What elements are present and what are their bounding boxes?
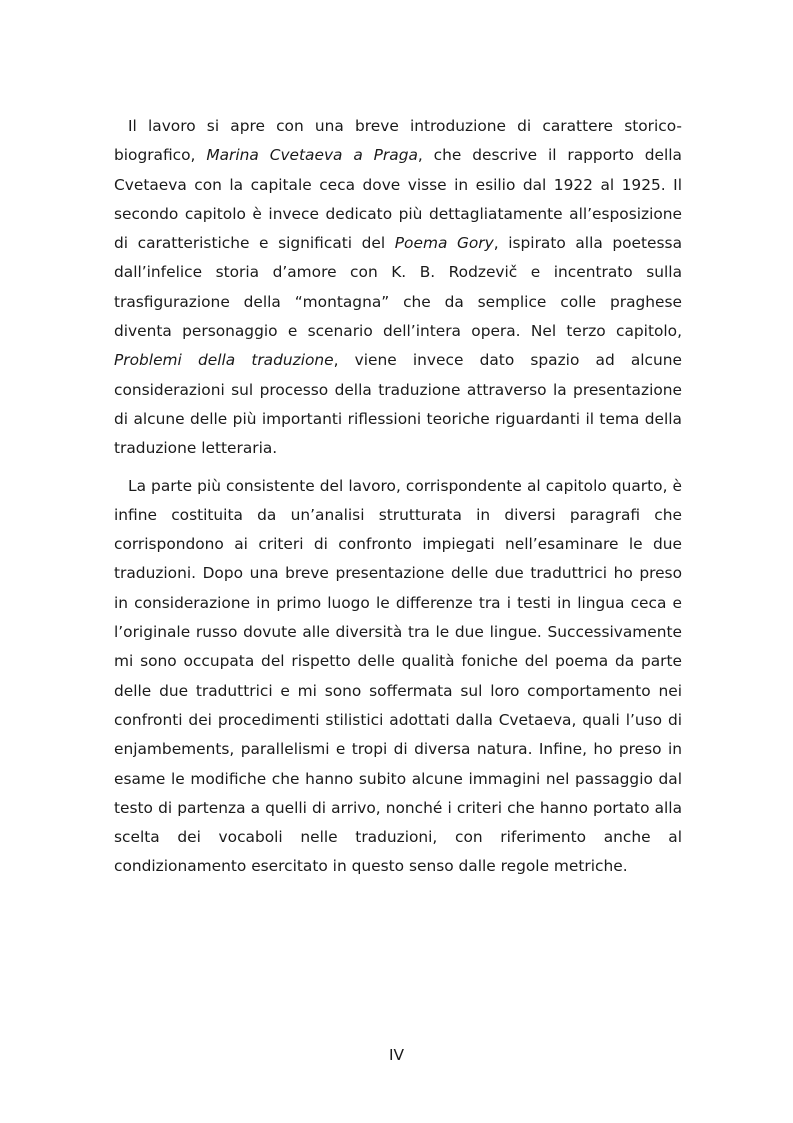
paragraph-1-text: , ispirato alla poetessa dall’infelice storia d’amore con K. B. Rodzevič e incentrato sulla trasfigurazione della “montagna” che da semplice colle praghese diventa personaggio e scenario dell’intera opera. Nel terzo capitolo,: [114, 234, 682, 341]
title-poema-gory: Poema Gory: [394, 234, 494, 253]
page-number: IV: [388, 1046, 405, 1064]
paragraph-1-text: Il lavoro si apre con una breve introduzione di carattere storico-biografico,: [114, 117, 682, 165]
title-problemi-della-traduzione: Problemi della traduzione: [114, 351, 334, 370]
body-text: [114, 112, 682, 882]
paragraph-2-text: La parte più consistente del lavoro, corrispondente al capitolo quarto, è infine costituita da un’analisi strutturata in diversi paragrafi che corrispondono ai criteri di confronto impiegati nell’esaminare le due traduzioni. Dopo una breve presentazione delle due traduttrici ho preso in considerazione in primo luogo le differenze tra i testi in lingua ceca e l’originale russo dovute alle diversità tra le due lingue. Successivamente mi sono occupata del rispetto delle qualità foniche del poema da parte delle due traduttrici e mi sono soffermata sul loro comportamento nei confronti dei procedimenti stilistici adottati dalla Cvetaeva, quali l’uso di enjambements, parallelismi e tropi di diversa natura. Infine, ho preso in esame le modifiche che hanno subito alcune immagini nel passaggio dal testo di partenza a quelli di arrivo, nonché i criteri che hanno portato alla scelta dei vocaboli nelle traduzioni, con riferimento anche al condizionamento esercitato in questo senso dalle regole metriche.: [114, 476, 682, 876]
paragraph-1: [114, 112, 682, 464]
paragraph-1-text: , viene invece dato spazio ad alcune considerazioni sul processo della traduzione attraverso la presentazione di alcune delle più importanti riflessioni teoriche riguardanti il tema della traduzione letteraria.: [114, 351, 683, 458]
paragraph-2: [114, 472, 682, 882]
paragraph-1-text: , che descrive il rapporto della Cvetaeva con la capitale ceca dove visse in esilio dal 1922 al 1925. Il secondo capitolo è invece dedicato più dettagliatamente all’esposizione di caratteristiche e significati del: [114, 146, 682, 253]
title-marina-cvetaeva-a-praga: Marina Cvetaeva a Praga: [206, 146, 418, 165]
